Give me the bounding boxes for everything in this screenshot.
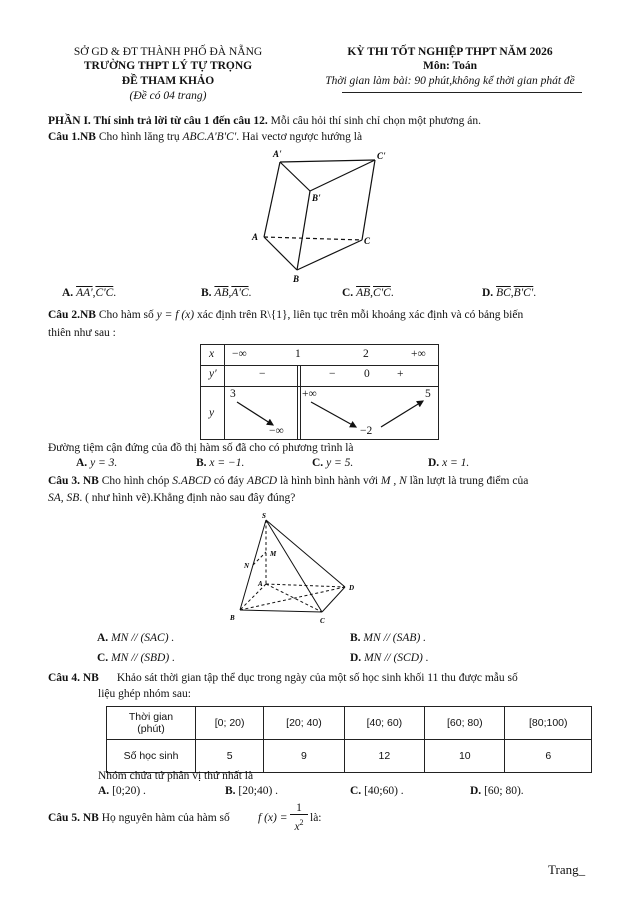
vt-y-3: 3 — [230, 388, 236, 400]
label-a1: A' — [273, 149, 282, 159]
vt-yp-plus: + — [397, 368, 404, 380]
q3-option-b[interactable]: B. MN // (SAB) . — [350, 632, 427, 644]
edge-a1c1 — [280, 160, 375, 162]
q5-fraction-num: 1 — [290, 802, 308, 815]
edge-cd — [322, 587, 345, 612]
edge-b1c1 — [310, 160, 375, 191]
table-header-cell: [60; 80) — [425, 707, 505, 740]
vt-yp-zero: 0 — [364, 368, 370, 380]
vt-y-pos-inf: +∞ — [302, 388, 317, 400]
edge-ab — [264, 237, 297, 270]
q1-option-c[interactable]: C. $\overline{AB},C'C$. — [342, 287, 394, 299]
q2-option-c[interactable]: C. y = 5. — [312, 457, 354, 469]
table-header-cell: [20; 40) — [264, 707, 344, 740]
q1-option-b[interactable]: B. $\overline{AB},A'C$. — [201, 287, 252, 299]
vt-yp-minus2: − — [329, 368, 336, 380]
q1-option-d[interactable]: D. $\overline{BC},B'C'$. — [482, 287, 537, 299]
table-header-cell: Thời gian (phút) — [107, 707, 196, 740]
table-cell: 10 — [425, 740, 505, 773]
table-cell: 5 — [196, 740, 264, 773]
q2-stem: Câu 2.NB Cho hàm số y = f (x) xác định trên R\{1}, liên tục trên mỗi khoảng xác định và có bảng biến — [48, 309, 524, 321]
vt-yp-label: y′ — [209, 368, 217, 380]
edge-ac-hidden — [264, 237, 362, 240]
frequency-table — [106, 706, 592, 773]
exam-title: KỲ THI TỐT NGHIỆP THPT NĂM 2026 — [347, 46, 553, 58]
q5-stem-end: là: — [310, 812, 322, 824]
vt-yp-minus1: − — [259, 368, 266, 380]
label-b: B — [293, 274, 300, 284]
label-s: S — [262, 512, 266, 520]
table-header-cell: [0; 20) — [196, 707, 264, 740]
label-c: C — [320, 617, 325, 625]
header-underline — [342, 92, 582, 93]
label-c: C — [364, 236, 371, 246]
vt-x-label: x — [209, 348, 215, 360]
diag-bd-hidden — [240, 587, 345, 610]
vt-y-neg2: −2 — [360, 425, 373, 437]
q2-option-a[interactable]: A. y = 3. — [76, 457, 118, 469]
q5-function: f (x) = — [258, 812, 288, 824]
q4-stem: Câu 4. NB Khảo sát thời gian tập thể dục trong ngày của một số học sinh khối 11 thu được mẫu số — [48, 672, 518, 684]
arrow-decrease-2 — [311, 402, 356, 427]
dept-name: SỞ GD & ĐT THÀNH PHỐ ĐÀ NẴNG — [73, 46, 263, 58]
q4-option-b[interactable]: B. [20;40) . — [225, 785, 279, 797]
edge-cc1 — [362, 160, 375, 240]
q2-stem-line2: thiên như sau : — [48, 327, 116, 339]
q2-option-d[interactable]: D. x = 1. — [428, 457, 470, 469]
q3-stem: Câu 3. NB Cho hình chóp S.ABCD có đáy ABCD là hình bình hành với M , N lần lượt là trung điểm của — [48, 475, 529, 487]
pyramid-figure — [220, 510, 370, 628]
table-cell: 9 — [264, 740, 344, 773]
q5-stem: Câu 5. NB Họ nguyên hàm của hàm số — [48, 812, 230, 824]
vt-x-neg-inf: −∞ — [232, 348, 247, 360]
edge-aa1 — [264, 162, 280, 237]
table-cell: 12 — [344, 740, 424, 773]
vt-arrows — [201, 345, 438, 439]
q5-fraction-den: $x^2$ — [294, 818, 304, 833]
q3-option-a[interactable]: A. MN // (SAC) . — [97, 632, 175, 644]
edge-bb1 — [297, 191, 310, 270]
vt-x-2: 2 — [363, 348, 369, 360]
q4-option-c[interactable]: C. [40;60) . — [350, 785, 404, 797]
edge-sd — [266, 520, 345, 587]
part1-heading: PHẦN I. Thí sinh trả lời từ câu 1 đến câu 12. Mỗi câu hỏi thí sinh chỉ chọn một phương án. — [48, 115, 481, 127]
page-number: Trang_ — [548, 862, 586, 877]
vt-y-label: y — [209, 407, 215, 419]
q3-option-d[interactable]: D. MN // (SCD) . — [350, 652, 429, 664]
q1-option-a[interactable]: A. AA',C'C. — [62, 287, 117, 299]
subject: Môn: Toán — [422, 60, 477, 72]
vt-y-5: 5 — [425, 388, 431, 400]
vt-y-neg-inf: −∞ — [269, 425, 284, 437]
q3-stem-line2: SA, SB. ( như hình vẽ).Khẳng định nào sau đây đúng? — [48, 492, 296, 504]
page-count: (Đề có 04 trang) — [129, 90, 207, 102]
label-b1: B' — [312, 193, 321, 203]
q4-question: Nhóm chứa tứ phân vị thứ nhất là — [98, 770, 254, 782]
q4-stem-line2: liệu ghép nhóm sau: — [98, 688, 191, 700]
edge-bc — [297, 240, 362, 270]
q2-option-b[interactable]: B. x = −1. — [196, 457, 245, 469]
arrow-decrease-1 — [237, 402, 273, 425]
label-c1: C' — [377, 151, 386, 161]
prism-figure — [240, 145, 400, 285]
q2-question: Đường tiệm cận đứng của đồ thị hàm số đã cho có phương trình là — [48, 442, 354, 454]
label-n: N — [244, 562, 250, 570]
variation-table — [200, 344, 439, 440]
table-row — [107, 740, 592, 773]
arrow-increase — [381, 401, 423, 427]
vt-x-1: 1 — [295, 348, 301, 360]
label-b: B — [230, 614, 235, 622]
q1-stem: Câu 1.NB Cho hình lăng trụ ABC.A'B'C'. Hai vectơ ngược hướng là — [48, 131, 363, 143]
table-header-cell: [40; 60) — [344, 707, 424, 740]
q4-option-a[interactable]: A. [0;20) . — [98, 785, 146, 797]
vt-x-pos-inf: +∞ — [411, 348, 426, 360]
table-header-cell: [80;100) — [505, 707, 592, 740]
label-a: A — [258, 580, 263, 588]
edge-a1b1 — [280, 162, 310, 191]
table-row — [107, 707, 592, 740]
exam-type: ĐỀ THAM KHẢO — [121, 75, 215, 87]
edge-bc — [240, 610, 322, 612]
q4-option-d[interactable]: D. [60; 80). — [470, 785, 524, 797]
label-d: D — [349, 584, 355, 592]
table-cell: 6 — [505, 740, 592, 773]
table-row-label: Số học sinh — [107, 740, 196, 773]
label-m: M — [270, 550, 277, 558]
q3-option-c[interactable]: C. MN // (SBD) . — [97, 652, 175, 664]
time-limit: Thời gian làm bài: 90 phút,không kể thời gian phát đề — [325, 75, 575, 87]
school-name: TRƯỜNG THPT LÝ TỰ TRỌNG — [83, 60, 253, 72]
label-a: A — [252, 232, 259, 242]
